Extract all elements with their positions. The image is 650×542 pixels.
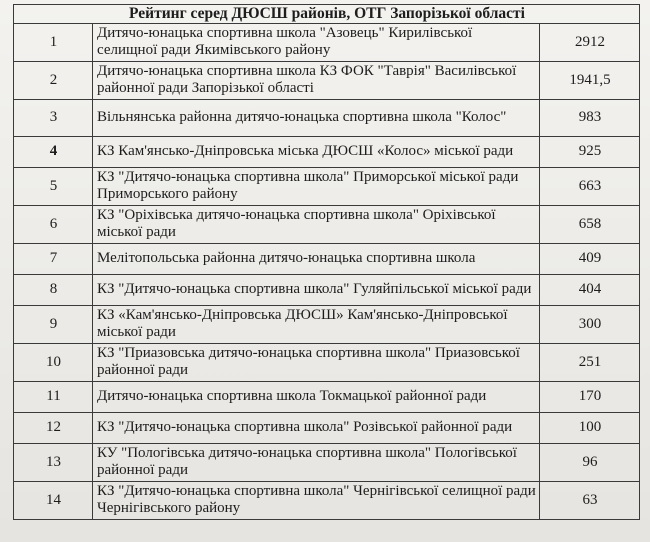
table-title-row [14, 5, 640, 24]
school-name: Дитячо-юнацька спортивна школа Токмацької районної ради [93, 382, 540, 413]
table-row [14, 382, 640, 413]
score-value: 2912 [540, 24, 640, 62]
row-number: 3 [14, 100, 93, 137]
school-name: КЗ Кам'янсько-Дніпровська міська ДЮСШ «Колос» міської ради [93, 137, 540, 168]
score-value: 409 [540, 244, 640, 275]
table-row [14, 244, 640, 275]
rating-table [13, 4, 640, 520]
school-name: КЗ "Приазовська дитячо-юнацька спортивна школа" Приазовської районної ради [93, 344, 540, 382]
row-number: 13 [14, 444, 93, 482]
school-name: Дитячо-юнацька спортивна школа "Азовець" Кирилівської селищної ради Якимівського району [93, 24, 540, 62]
row-number: 11 [14, 382, 93, 413]
score-value: 658 [540, 206, 640, 244]
row-number: 7 [14, 244, 93, 275]
school-name: КЗ "Оріхівська дитячо-юнацька спортивна школа" Оріхівської міської ради [93, 206, 540, 244]
score-value: 1941,5 [540, 62, 640, 100]
school-name: КЗ "Дитячо-юнацька спортивна школа" Приморської міської ради Приморського району [93, 168, 540, 206]
table-row [14, 24, 640, 62]
score-value: 170 [540, 382, 640, 413]
school-name: Дитячо-юнацька спортивна школа КЗ ФОК "Таврія" Василівської районної ради Запорізької області [93, 62, 540, 100]
table-title: Рейтинг серед ДЮСШ районів, ОТГ Запорізької області [14, 5, 640, 24]
score-value: 251 [540, 344, 640, 382]
table-row [14, 275, 640, 306]
school-name: КЗ «Кам'янсько-Дніпровська ДЮСШ» Кам'янсько-Дніпровської міської ради [93, 306, 540, 344]
table-row [14, 413, 640, 444]
table-row [14, 344, 640, 382]
table-row [14, 482, 640, 520]
row-number: 1 [14, 24, 93, 62]
row-number: 2 [14, 62, 93, 100]
score-value: 404 [540, 275, 640, 306]
row-number: 8 [14, 275, 93, 306]
row-number: 10 [14, 344, 93, 382]
score-value: 663 [540, 168, 640, 206]
table-row [14, 306, 640, 344]
school-name: КЗ "Дитячо-юнацька спортивна школа" Гуляйпільської міської ради [93, 275, 540, 306]
score-value: 63 [540, 482, 640, 520]
score-value: 983 [540, 100, 640, 137]
row-number: 9 [14, 306, 93, 344]
school-name: КЗ "Дитячо-юнацька спортивна школа" Чернігівської селищної ради Чернігівського району [93, 482, 540, 520]
table-row [14, 137, 640, 168]
score-value: 96 [540, 444, 640, 482]
table-row [14, 444, 640, 482]
table-row [14, 206, 640, 244]
table-row [14, 168, 640, 206]
row-number: 5 [14, 168, 93, 206]
row-number: 6 [14, 206, 93, 244]
school-name: КЗ "Дитячо-юнацька спортивна школа" Розівської районної ради [93, 413, 540, 444]
school-name: Мелітопольська районна дитячо-юнацька спортивна школа [93, 244, 540, 275]
score-value: 300 [540, 306, 640, 344]
school-name: КУ "Пологівська дитячо-юнацька спортивна школа" Пологівської районної ради [93, 444, 540, 482]
row-number: 4 [14, 137, 93, 168]
row-number: 14 [14, 482, 93, 520]
school-name: Вільнянська районна дитячо-юнацька спортивна школа "Колос" [93, 100, 540, 137]
score-value: 925 [540, 137, 640, 168]
table-row [14, 100, 640, 137]
table-row [14, 62, 640, 100]
row-number: 12 [14, 413, 93, 444]
score-value: 100 [540, 413, 640, 444]
